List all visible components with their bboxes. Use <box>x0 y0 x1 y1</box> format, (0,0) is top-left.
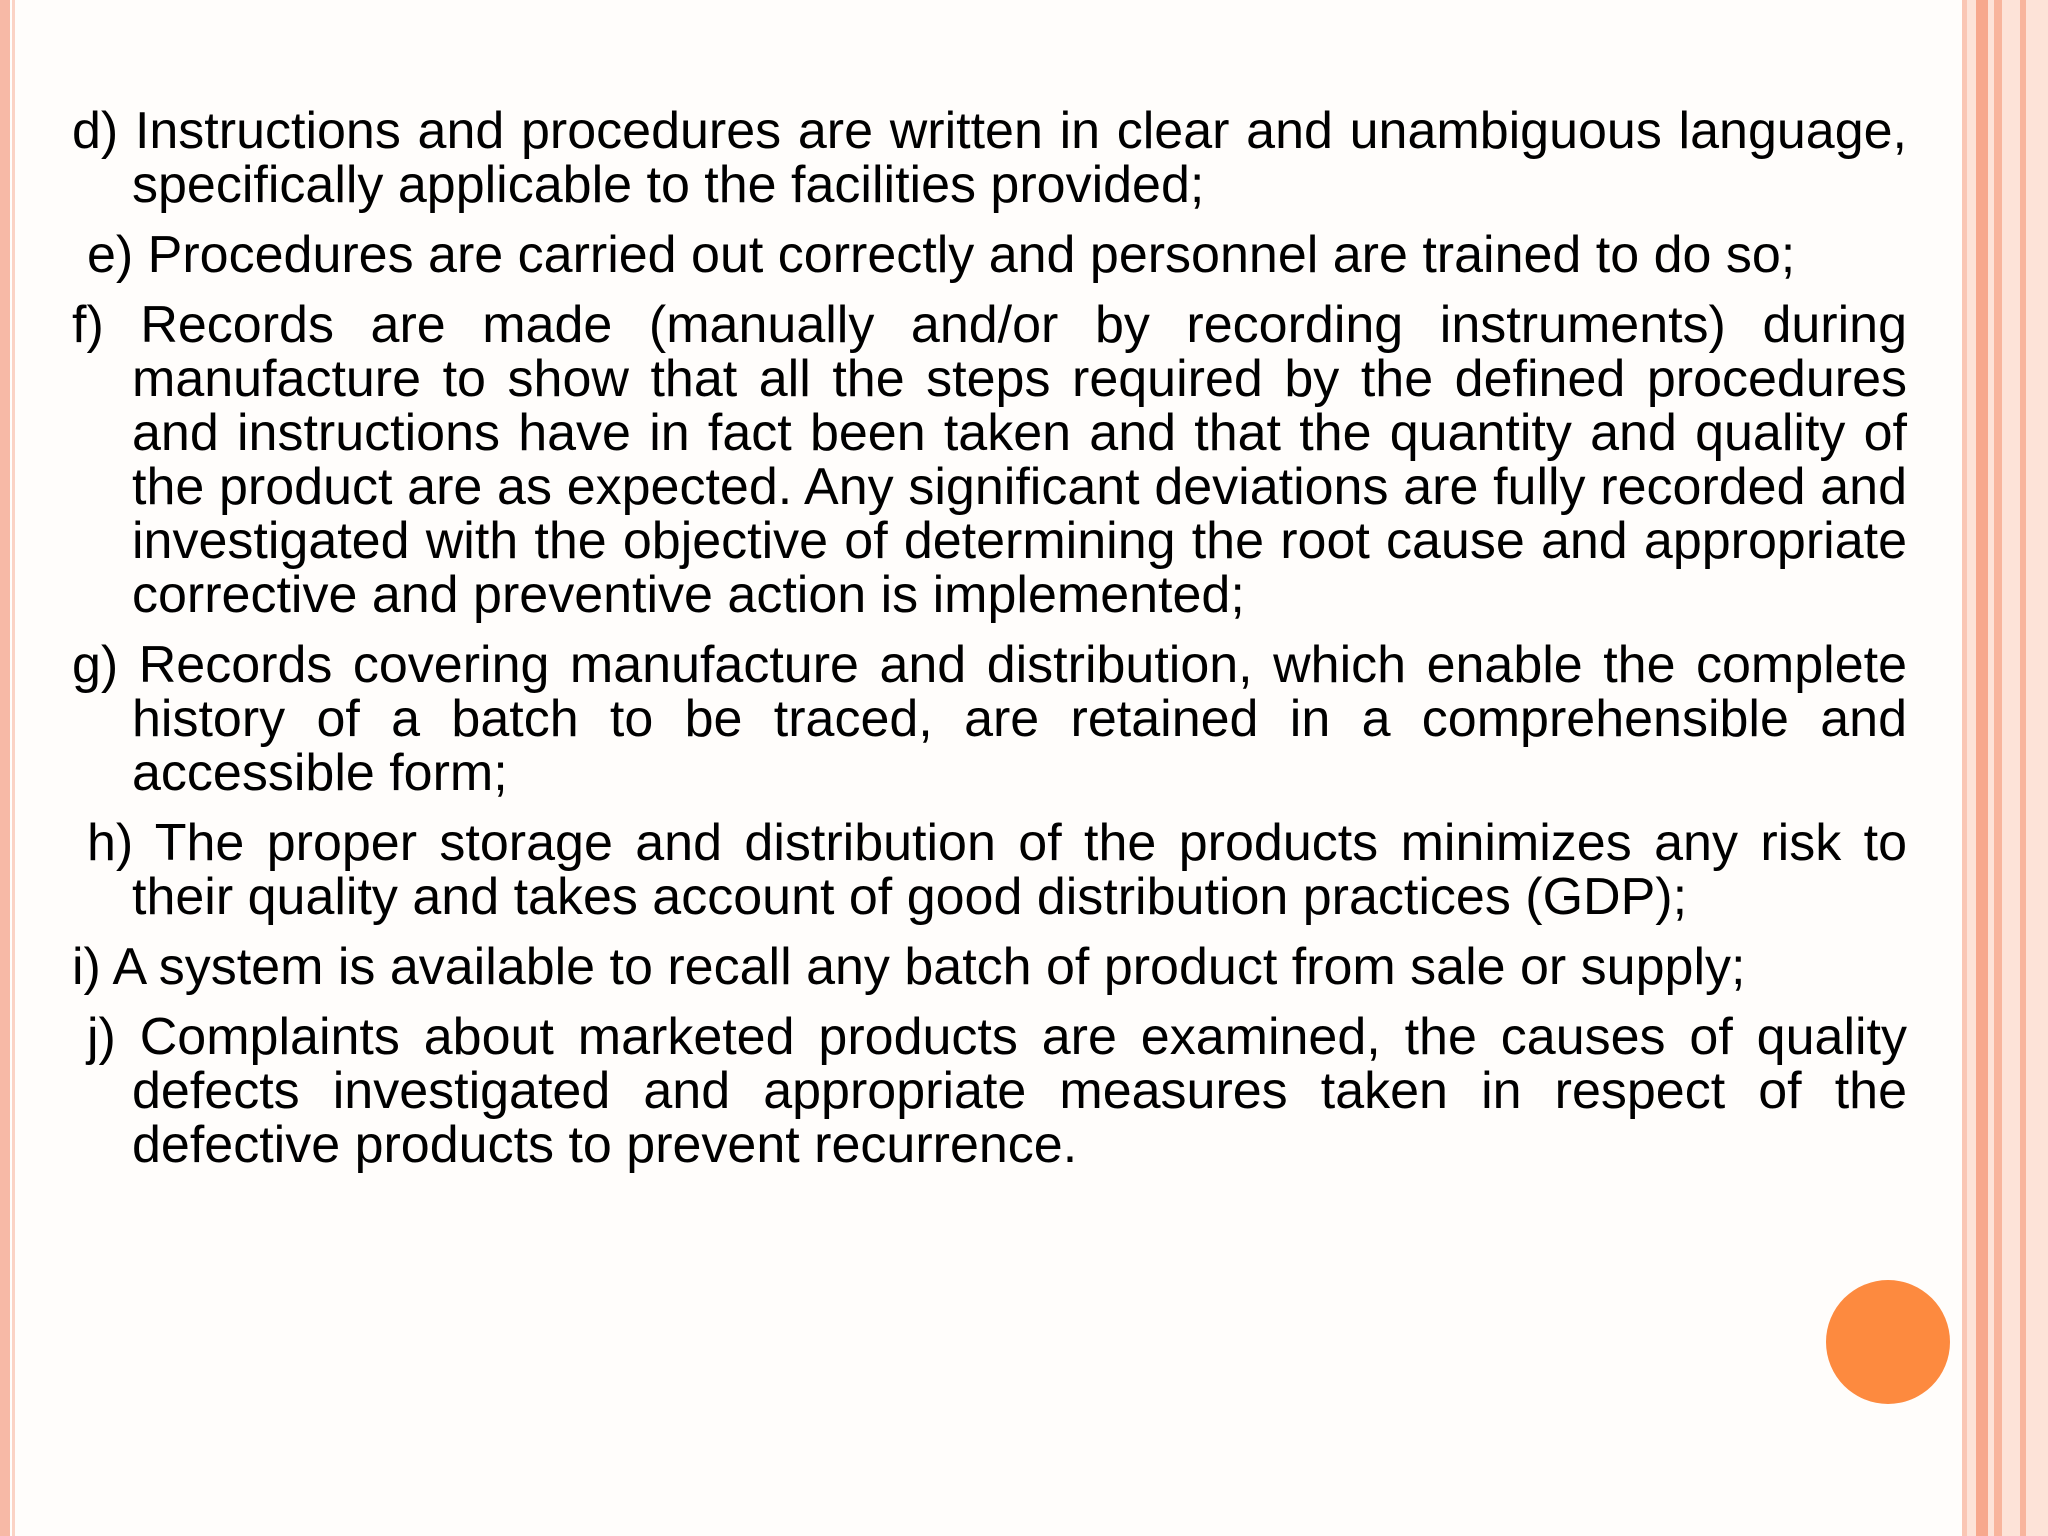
right-border-stripe-6 <box>2002 0 2020 1536</box>
list-item-f: f) Records are made (manually and/or by recording instruments) during manufacture to show that all the steps required by the defined procedures and instructions have in fact been taken and that the quantity and quality of the product are as expected. Any significant deviations are fully recorded and investigated with the objective of determining the root cause and appropriate corrective and preventive action is implemented; <box>72 296 1907 624</box>
right-border-stripe-8 <box>2026 0 2048 1536</box>
right-border-stripe-5 <box>1994 0 2002 1536</box>
list-item-g: g) Records covering manufacture and distribution, which enable the complete history of a batch to be traced, are retained in a comprehensible and accessible form; <box>72 636 1907 802</box>
right-border-stripe-2 <box>1967 0 1976 1536</box>
left-border-stripe <box>0 0 10 1536</box>
left-border-thin-stripe <box>12 0 15 1536</box>
list-item-j: j) Complaints about marketed products are examined, the causes of quality defects investigated and appropriate measures taken in respect of the defective products to prevent recurrence. <box>87 1008 1907 1174</box>
decorative-orange-circle <box>1826 1280 1950 1404</box>
list-item-h: h) The proper storage and distribution of the products minimizes any risk to their quality and takes account of good distribution practices (GDP); <box>87 814 1907 926</box>
list-item-d: d) Instructions and procedures are written in clear and unambiguous language, specifically applicable to the facilities provided; <box>72 102 1907 214</box>
right-border-stripe-3 <box>1976 0 1988 1536</box>
list-item-i: i) A system is available to recall any batch of product from sale or supply; <box>72 938 1746 996</box>
list-item-e: e) Procedures are carried out correctly and personnel are trained to do so; <box>87 226 1796 284</box>
slide-body <box>72 104 1907 1188</box>
